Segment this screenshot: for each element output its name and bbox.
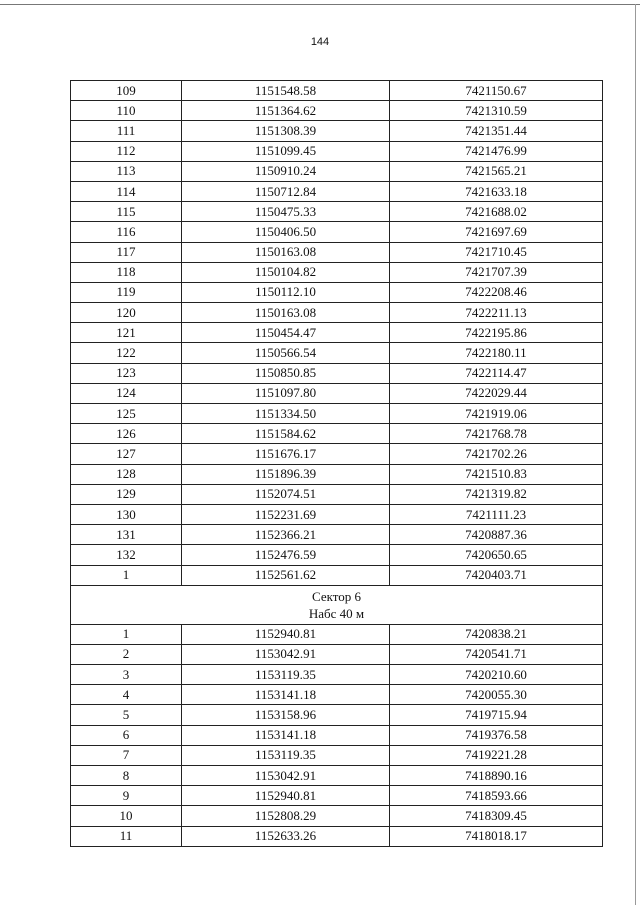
table-row [71, 806, 603, 826]
point-number-cell: 114 [71, 181, 182, 201]
x-coordinate-cell: 1151099.45 [182, 141, 390, 161]
y-coordinate-cell: 7421688.02 [390, 202, 603, 222]
x-coordinate-cell: 1153141.18 [182, 685, 390, 705]
table-row [71, 222, 603, 242]
y-coordinate-cell: 7421710.45 [390, 242, 603, 262]
section-cell [71, 585, 603, 624]
table-row [71, 644, 603, 664]
table-row [71, 404, 603, 424]
y-coordinate-cell: 7419376.58 [390, 725, 603, 745]
y-coordinate-cell: 7421150.67 [390, 81, 603, 101]
table-row [71, 745, 603, 765]
point-number-cell: 131 [71, 525, 182, 545]
point-number-cell: 130 [71, 504, 182, 524]
table-row [71, 565, 603, 585]
y-coordinate-cell: 7421111.23 [390, 504, 603, 524]
y-coordinate-cell: 7421319.82 [390, 484, 603, 504]
x-coordinate-cell: 1152074.51 [182, 484, 390, 504]
point-number-cell: 5 [71, 705, 182, 725]
point-number-cell: 128 [71, 464, 182, 484]
table-row [71, 444, 603, 464]
point-number-cell: 115 [71, 202, 182, 222]
point-number-cell: 110 [71, 101, 182, 121]
table-row [71, 464, 603, 484]
y-coordinate-cell: 7420541.71 [390, 644, 603, 664]
y-coordinate-cell: 7419221.28 [390, 745, 603, 765]
point-number-cell: 123 [71, 363, 182, 383]
table-row [71, 363, 603, 383]
x-coordinate-cell: 1150163.08 [182, 242, 390, 262]
x-coordinate-cell: 1150454.47 [182, 323, 390, 343]
y-coordinate-cell: 7418309.45 [390, 806, 603, 826]
table-row [71, 826, 603, 846]
point-number-cell: 109 [71, 81, 182, 101]
y-coordinate-cell: 7418890.16 [390, 766, 603, 786]
y-coordinate-cell: 7421697.69 [390, 222, 603, 242]
x-coordinate-cell: 1151097.80 [182, 383, 390, 403]
point-number-cell: 2 [71, 644, 182, 664]
x-coordinate-cell: 1150112.10 [182, 282, 390, 302]
table-row [71, 262, 603, 282]
rows-before [71, 81, 603, 586]
point-number-cell: 121 [71, 323, 182, 343]
x-coordinate-cell: 1150163.08 [182, 303, 390, 323]
x-coordinate-cell: 1150104.82 [182, 262, 390, 282]
y-coordinate-cell: 7421768.78 [390, 424, 603, 444]
y-coordinate-cell: 7420210.60 [390, 665, 603, 685]
table-row [71, 242, 603, 262]
section-title: Сектор 6 [311, 588, 361, 604]
x-coordinate-cell: 1153141.18 [182, 725, 390, 745]
table-row [71, 323, 603, 343]
point-number-cell: 9 [71, 786, 182, 806]
x-coordinate-cell: 1151364.62 [182, 101, 390, 121]
table-row [71, 202, 603, 222]
coordinates-table [70, 80, 603, 847]
point-number-cell: 11 [71, 826, 182, 846]
point-number-cell: 113 [71, 161, 182, 181]
x-coordinate-cell: 1150566.54 [182, 343, 390, 363]
x-coordinate-cell: 1152633.26 [182, 826, 390, 846]
point-number-cell: 111 [71, 121, 182, 141]
point-number-cell: 118 [71, 262, 182, 282]
table-row [71, 766, 603, 786]
page-border-top [0, 4, 640, 5]
x-coordinate-cell: 1151584.62 [182, 424, 390, 444]
x-coordinate-cell: 1153119.35 [182, 665, 390, 685]
table-row [71, 81, 603, 101]
table-row [71, 141, 603, 161]
point-number-cell: 3 [71, 665, 182, 685]
point-number-cell: 132 [71, 545, 182, 565]
point-number-cell: 125 [71, 404, 182, 424]
x-coordinate-cell: 1151676.17 [182, 444, 390, 464]
y-coordinate-cell: 7420650.65 [390, 545, 603, 565]
y-coordinate-cell: 7421702.26 [390, 444, 603, 464]
x-coordinate-cell: 1150475.33 [182, 202, 390, 222]
x-coordinate-cell: 1151334.50 [182, 404, 390, 424]
y-coordinate-cell: 7420887.36 [390, 525, 603, 545]
x-coordinate-cell: 1151896.39 [182, 464, 390, 484]
point-number-cell: 112 [71, 141, 182, 161]
page-number: 144 [310, 36, 330, 48]
x-coordinate-cell: 1152940.81 [182, 786, 390, 806]
x-coordinate-cell: 1153042.91 [182, 644, 390, 664]
point-number-cell: 7 [71, 745, 182, 765]
table-row [71, 525, 603, 545]
table-row [71, 705, 603, 725]
table-row [71, 121, 603, 141]
point-number-cell: 8 [71, 766, 182, 786]
y-coordinate-cell: 7419715.94 [390, 705, 603, 725]
y-coordinate-cell: 7422211.13 [390, 303, 603, 323]
point-number-cell: 116 [71, 222, 182, 242]
y-coordinate-cell: 7420055.30 [390, 685, 603, 705]
point-number-cell: 126 [71, 424, 182, 444]
point-number-cell: 124 [71, 383, 182, 403]
y-coordinate-cell: 7421919.06 [390, 404, 603, 424]
section-row [71, 585, 603, 624]
point-number-cell: 119 [71, 282, 182, 302]
y-coordinate-cell: 7421565.21 [390, 161, 603, 181]
table-row [71, 545, 603, 565]
point-number-cell: 1 [71, 624, 182, 644]
y-coordinate-cell: 7421351.44 [390, 121, 603, 141]
y-coordinate-cell: 7421510.83 [390, 464, 603, 484]
table-row [71, 725, 603, 745]
y-coordinate-cell: 7418593.66 [390, 786, 603, 806]
point-number-cell: 10 [71, 806, 182, 826]
x-coordinate-cell: 1152808.29 [182, 806, 390, 826]
table-row [71, 181, 603, 201]
point-number-cell: 6 [71, 725, 182, 745]
x-coordinate-cell: 1153158.96 [182, 705, 390, 725]
table-row [71, 282, 603, 302]
table-row [71, 685, 603, 705]
y-coordinate-cell: 7422114.47 [390, 363, 603, 383]
section-subtitle: Набс 40 м [308, 605, 365, 621]
x-coordinate-cell: 1151308.39 [182, 121, 390, 141]
y-coordinate-cell: 7420403.71 [390, 565, 603, 585]
y-coordinate-cell: 7422195.86 [390, 323, 603, 343]
x-coordinate-cell: 1150910.24 [182, 161, 390, 181]
table-row [71, 786, 603, 806]
point-number-cell: 120 [71, 303, 182, 323]
table-row [71, 504, 603, 524]
table-row [71, 303, 603, 323]
x-coordinate-cell: 1153119.35 [182, 745, 390, 765]
table-row [71, 383, 603, 403]
point-number-cell: 117 [71, 242, 182, 262]
x-coordinate-cell: 1152366.21 [182, 525, 390, 545]
point-number-cell: 4 [71, 685, 182, 705]
y-coordinate-cell: 7421310.59 [390, 101, 603, 121]
y-coordinate-cell: 7421633.18 [390, 181, 603, 201]
y-coordinate-cell: 7418018.17 [390, 826, 603, 846]
x-coordinate-cell: 1152476.59 [182, 545, 390, 565]
x-coordinate-cell: 1152231.69 [182, 504, 390, 524]
x-coordinate-cell: 1150850.85 [182, 363, 390, 383]
page-border-right [635, 4, 636, 905]
table-row [71, 624, 603, 644]
table-row [71, 161, 603, 181]
table-row [71, 665, 603, 685]
x-coordinate-cell: 1152940.81 [182, 624, 390, 644]
section-header-group [71, 585, 603, 624]
x-coordinate-cell: 1150712.84 [182, 181, 390, 201]
y-coordinate-cell: 7422029.44 [390, 383, 603, 403]
x-coordinate-cell: 1150406.50 [182, 222, 390, 242]
y-coordinate-cell: 7422180.11 [390, 343, 603, 363]
point-number-cell: 129 [71, 484, 182, 504]
x-coordinate-cell: 1152561.62 [182, 565, 390, 585]
y-coordinate-cell: 7421707.39 [390, 262, 603, 282]
rows-after [71, 624, 603, 846]
point-number-cell: 1 [71, 565, 182, 585]
x-coordinate-cell: 1153042.91 [182, 766, 390, 786]
x-coordinate-cell: 1151548.58 [182, 81, 390, 101]
y-coordinate-cell: 7420838.21 [390, 624, 603, 644]
y-coordinate-cell: 7422208.46 [390, 282, 603, 302]
point-number-cell: 127 [71, 444, 182, 464]
table-row [71, 484, 603, 504]
table-row [71, 101, 603, 121]
table-row [71, 424, 603, 444]
y-coordinate-cell: 7421476.99 [390, 141, 603, 161]
point-number-cell: 122 [71, 343, 182, 363]
table-row [71, 343, 603, 363]
